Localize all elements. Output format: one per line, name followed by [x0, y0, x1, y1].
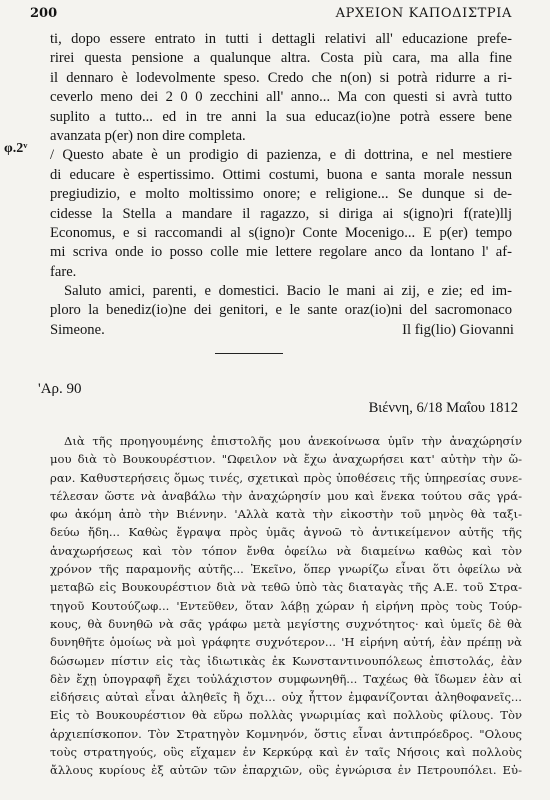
document-number: 'Αρ. 90	[38, 381, 82, 397]
text-line: μου διὰ τὸ Βουκουρέστιον. "Ωφειλον νὰ ἔχω ἀναχωρήσει κατ' αὐτὴν τὴν ὥ-	[50, 452, 522, 467]
text-line: ἄλλους κυρίους ἐξ αὐτῶν τῶν ἐπαρχιῶν, οὓς ἐγνώρισα ἐν Πετρουπόλει. Εὐ-	[50, 763, 522, 778]
page-header	[30, 6, 512, 24]
text-line: Simeone.	[50, 321, 105, 338]
text-line: rirei questa pensione a qualunque altra. Costa più cara, ma alla fine	[50, 50, 512, 67]
text-line: ραν. Καθυστερήσεις ὅμως τινές, σχετικαὶ πρὸς ὑποθέσεις τῆς ὑπηρεσίας συνε-	[50, 470, 522, 485]
text-line: pregiudizio, e molto moltissimo onore; e religione... Se dunque si de-	[50, 186, 512, 203]
text-line: mi scriva onde io posso colle mie lettere regolare anco da lontano l' af-	[50, 244, 512, 261]
dateline: Βιέννη, 6/18 Μαΐου 1812	[368, 400, 518, 416]
text-line: avanzata p(er) non dire completa.	[50, 127, 246, 144]
text-line: ἀναχωρήσεως καὶ τὸν τόπον ἔνθα ὀφείλω νὰ διαμείνω καθὼς καὶ τὸν	[50, 543, 522, 558]
text-line: Economus, e si raccomandi al s(igno)r Conte Mocenigo... E p(er) tempo	[50, 224, 512, 241]
text-line: Διὰ τῆς προηγουμένης ἐπιστολῆς μου ἀνεκοίνωσα ὑμῖν τὴν ἀναχώρησίν	[64, 434, 522, 448]
text-line: δεύω ἤδη... Καθὼς ἔγραψα πρὸς ὑμᾶς ἀγνοῶ τὸ ἀντικείμενον αὐτῆς τῆς	[50, 525, 522, 540]
text-line: τέλεσαν ὥστε νὰ ἀναβάλω τὴν ἀναχώρησίν μου καὶ ἕνεκα τούτου σᾶς γρά-	[50, 488, 522, 503]
page-number: 200	[30, 6, 58, 21]
text-line: δὲν ἔχῃ ὑπογραφῆ ἔχει τοὐλάχιστον συμφωνηθῆ... Ταχέως θὰ ἴδωμεν ἐὰν αἱ	[50, 671, 522, 686]
text-line: ploro la benediz(io)ne dei genitori, e le sante oraz(io)ni del sacromonaco	[50, 302, 512, 319]
italian-letter-text	[50, 30, 512, 340]
text-line: χρόνον τῆς παραμονῆς αὐτῆς... Ἐκεῖνο, ὅπερ γνωρίζω εἶναι ὅτι ὀφείλω νὰ	[50, 562, 522, 577]
text-line: ti, dopo essere entrato in tutti i dettagli relativi all' educazione prefe-	[50, 31, 512, 47]
text-line: κους, θὰ δυνηθῶ νὰ σᾶς γράφω μετὰ μεγίστης συχνότητος· καὶ ὑμεῖς δὲ θὰ	[50, 616, 522, 631]
greek-document-text	[50, 432, 522, 780]
text-line: fare.	[50, 263, 77, 280]
text-line: ceverlo meno dei 2 0 0 zecchini all' anno... Ma con questi si avrà tutto	[50, 89, 512, 106]
text-line: φω ἀκόμη ἀπὸ τὴν Βιέννην. 'Αλλὰ κατὰ τὴν εἰκοστὴν τοῦ μηνὸς θὰ ταξι-	[50, 507, 522, 522]
text-line: Saluto amici, parenti, e domestici. Bacio le mani ai zij, e zie; ed im-	[64, 283, 512, 300]
text-line: ἀρχιεπίσκοπον. Τὸν Στρατηγὸν Κομνηνόν, ὅστις εἶναι ἀντιπρόεδρος. "Ολους	[50, 726, 522, 741]
text-line: Εἰς τὸ Βουκουρέστιον θὰ εὕρω πολλὰς γνωριμίας καὶ πολλοὺς φίλους. Τὸν	[50, 708, 522, 723]
text-line: τοὺς στρατηγούς, οὓς εἴχαμεν ἐν Κερκύρᾳ καὶ ἐν ταῖς Νήσοις καὶ πολλοὺς	[50, 745, 522, 760]
folio-margin-note: φ.2ᵛ	[4, 141, 28, 156]
signature-line: Il fig(lio) Giovanni	[402, 322, 514, 338]
running-title: ΑΡΧΕΙΟΝ ΚΑΠΟΔΙΣΤΡΙΑ	[335, 6, 512, 21]
text-line: suplito a tutto... ed in tre anni la sua educaz(io)ne potrà essere bene	[50, 108, 512, 125]
text-line: di educare è espertissimo. Ottimi costumi, buona e santa morale nessun	[50, 166, 512, 183]
text-line: δώσωμεν πίστιν εἰς τὰς ἰδιωτικὰς ἐκ Κωνσταντινουπόλεως ἐπιστολάς, ἐὰν	[50, 653, 522, 668]
text-line: / Questo abate è un prodigio di pazienza, e di dottrina, e nel mestiere	[50, 147, 512, 164]
text-line: μεταβῶ εἰς Βουκουρέστιον διὰ νὰ τεθῶ ὑπὸ τὰς διαταγὰς τῆς Α.Ε. τοῦ Στρα-	[50, 580, 522, 595]
text-line: il dennaro è lodevolmente speso. Credo che n(on) si potrà ridurre a ri-	[50, 69, 512, 86]
text-line: δυνηθῆτε ὁμοίως νὰ μοὶ γράφητε συχνότερον... 'Η εἰρήνη αὐτή, ἐὰν πρέπῃ νὰ	[50, 635, 522, 650]
text-line: εἰδήσεις αὐταὶ εἶναι ἀληθεῖς ἢ ὄχι... οὐχ ἧττον ἐμφανίζονται ἀληθοφανεῖς...	[50, 690, 522, 705]
text-line: τηγοῦ Κουτούζωφ... 'Εντεῦθεν, ὅταν λάβῃ χώραν ἡ εἰρήνη πρὸς τοὺς Τούρ-	[50, 598, 522, 613]
section-divider	[215, 353, 283, 354]
text-line: cidesse la Stella a mandare il ragazzo, si diriga ai s(igno)ri f(rate)llj	[50, 205, 512, 222]
